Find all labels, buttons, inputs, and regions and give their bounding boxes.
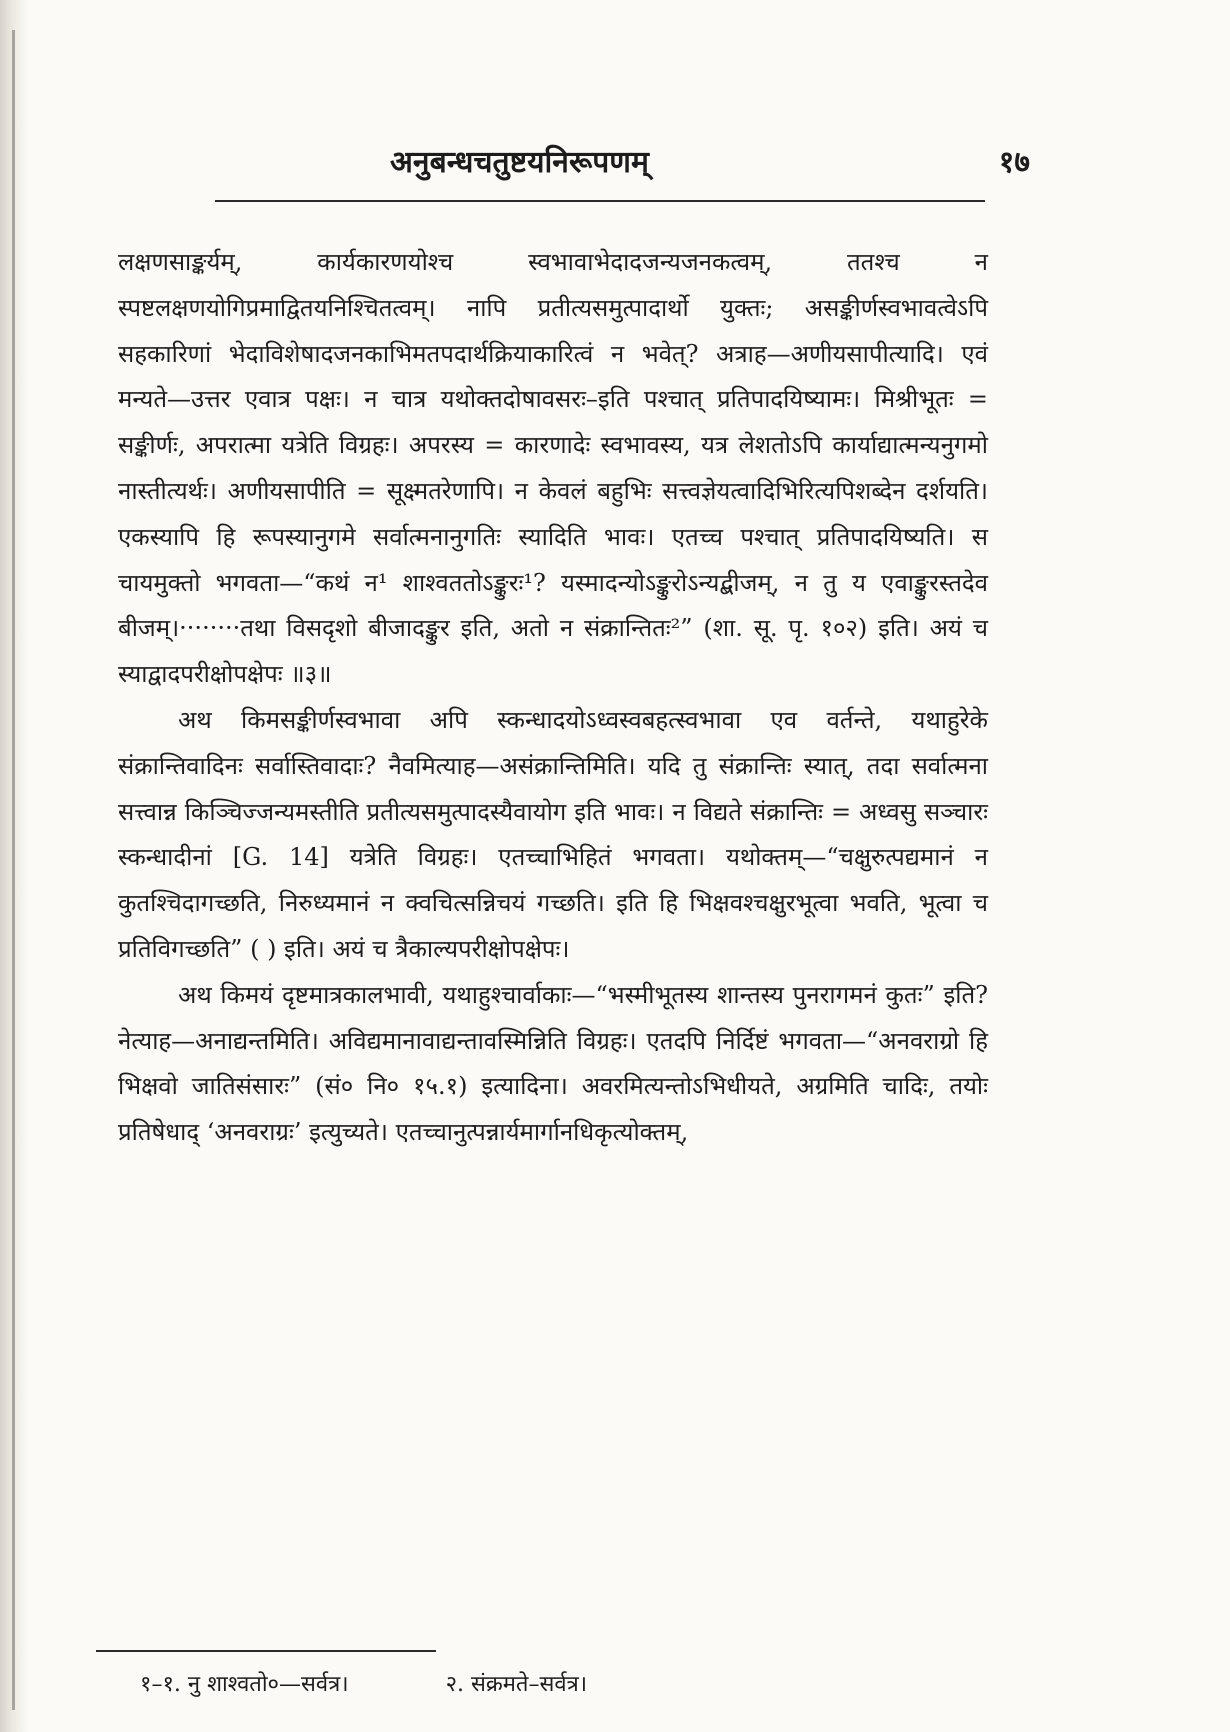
scan-binding-line (12, 30, 15, 1710)
footnote-2: २. संक्रमते–सर्वत्र। (445, 1672, 588, 1697)
paragraph-1: लक्षणसाङ्कर्यम्, कार्यकारणयोश्च स्वभावाभेदादजन्यजनकत्वम्, ततश्च न स्पष्टलक्षणयोगिप्रमाद्वितयनिश्चितत्वम्। नापि प्रतीत्यसमुत्पादार्थो युक्तः; असङ्कीर्णस्वभावत्वेऽपि सहकारिणां भेदाविशेषादजनकाभिमतपदार्थक्रियाकारित्वं न भवेत्? अत्राह—अणीयसापीत्यादि। एवं मन्यते—उत्तर एवात्र पक्षः। न चात्र यथोक्तदोषावसरः–इति पश्चात् प्रतिपादयिष्यामः। मिश्रीभूतः = सङ्कीर्णः, अपरात्मा यत्रेति विग्रहः। अपरस्य = कारणादेः स्वभावस्य, यत्र लेशतोऽपि कार्याद्यात्मन्यनुगमो नास्तीत्यर्थः। अणीयसापीति = सूक्ष्मतरेणापि। न केवलं बहुभिः सत्त्वज्ञेयत्वादिभिरित्यपिशब्देन दर्शयति। एकस्यापि हि रूपस्यानुगमे सर्वात्मनानुगतिः स्यादिति भावः। एतच्च पश्चात् प्रतिपादयिष्यति। स चायमुक्तो भगवता—“कथं न¹ शाश्वततोऽङ्कुरः¹? यस्मादन्योऽङ्कुरोऽन्यद्बीजम्, न तु य एवाङ्कुरस्तदेव बीजम्।········तथा विसदृशो बीजादङ्कुर इति, अतो न संक्रान्तितः²” (शा. सू. पृ. १०२) इति। अयं च स्याद्वादपरीक्षोपक्षेपः ॥३॥ (118, 248, 988, 689)
header-rule (215, 200, 985, 202)
paragraph-3: अथ किमयं दृष्टमात्रकालभावी, यथाहुश्चार्वाकाः—“भस्मीभूतस्य शान्तस्य पुनरागमनं कुतः” इति? नेत्याह—अनाद्यन्तमिति। अविद्यमानावाद्यन्तावस्मिन्निति विग्रहः। एतदपि निर्दिष्टं भगवता—“अनवराग्रो हि भिक्षवो जातिसंसारः” (सं० नि० १५.१) इत्यादिना। अवरमित्यन्तोऽभिधीयते, अग्रमिति चादिः, तयोः प्रतिषेधाद् ‘अनवराग्रः’ इत्युच्यते। एतच्चानुत्पन्नार्यमार्गानधिकृत्योक्तम्, (118, 980, 988, 1147)
paragraph-2: अथ किमसङ्कीर्णस्वभावा अपि स्कन्धादयोऽध्वस्वबहत्स्वभावा एव वर्तन्ते, यथाहुरेके संक्रान्तिवादिनः सर्वास्तिवादाः? नैवमित्याह—असंक्रान्तिमिति। यदि तु संक्रान्तिः स्यात्, तदा सर्वात्मना सत्त्वान्न किञ्चिज्जन्यमस्तीति प्रतीत्यसमुत्पादस्यैवायोग इति भावः। न विद्यते संक्रान्तिः = अध्वसु सञ्चारः स्कन्धादीनां [G. 14] यत्रेति विग्रहः। एतच्चाभिहितं भगवता। यथोक्तम्—“चक्षुरुत्पद्यमानं न कुतश्चिदागच्छति, निरुध्यमानं न क्वचित्सन्निचयं गच्छति। इति हि भिक्षवश्चक्षुरभूत्वा भवति, भूत्वा च प्रतिविगच्छति” ( ) इति। अयं च त्रैकाल्यपरीक्षोपक्षेपः। (118, 705, 988, 963)
running-title: अनुबन्धचतुष्टयनिरूपणम् (390, 145, 649, 180)
page-header (390, 140, 1030, 190)
main-text (118, 240, 988, 1156)
footnote-1: १–१. नु शाश्वतो०—सर्वत्र। (140, 1672, 349, 1697)
page-number: १७ (998, 145, 1030, 180)
footnotes (140, 1668, 920, 1698)
footnote-rule (96, 1650, 436, 1652)
